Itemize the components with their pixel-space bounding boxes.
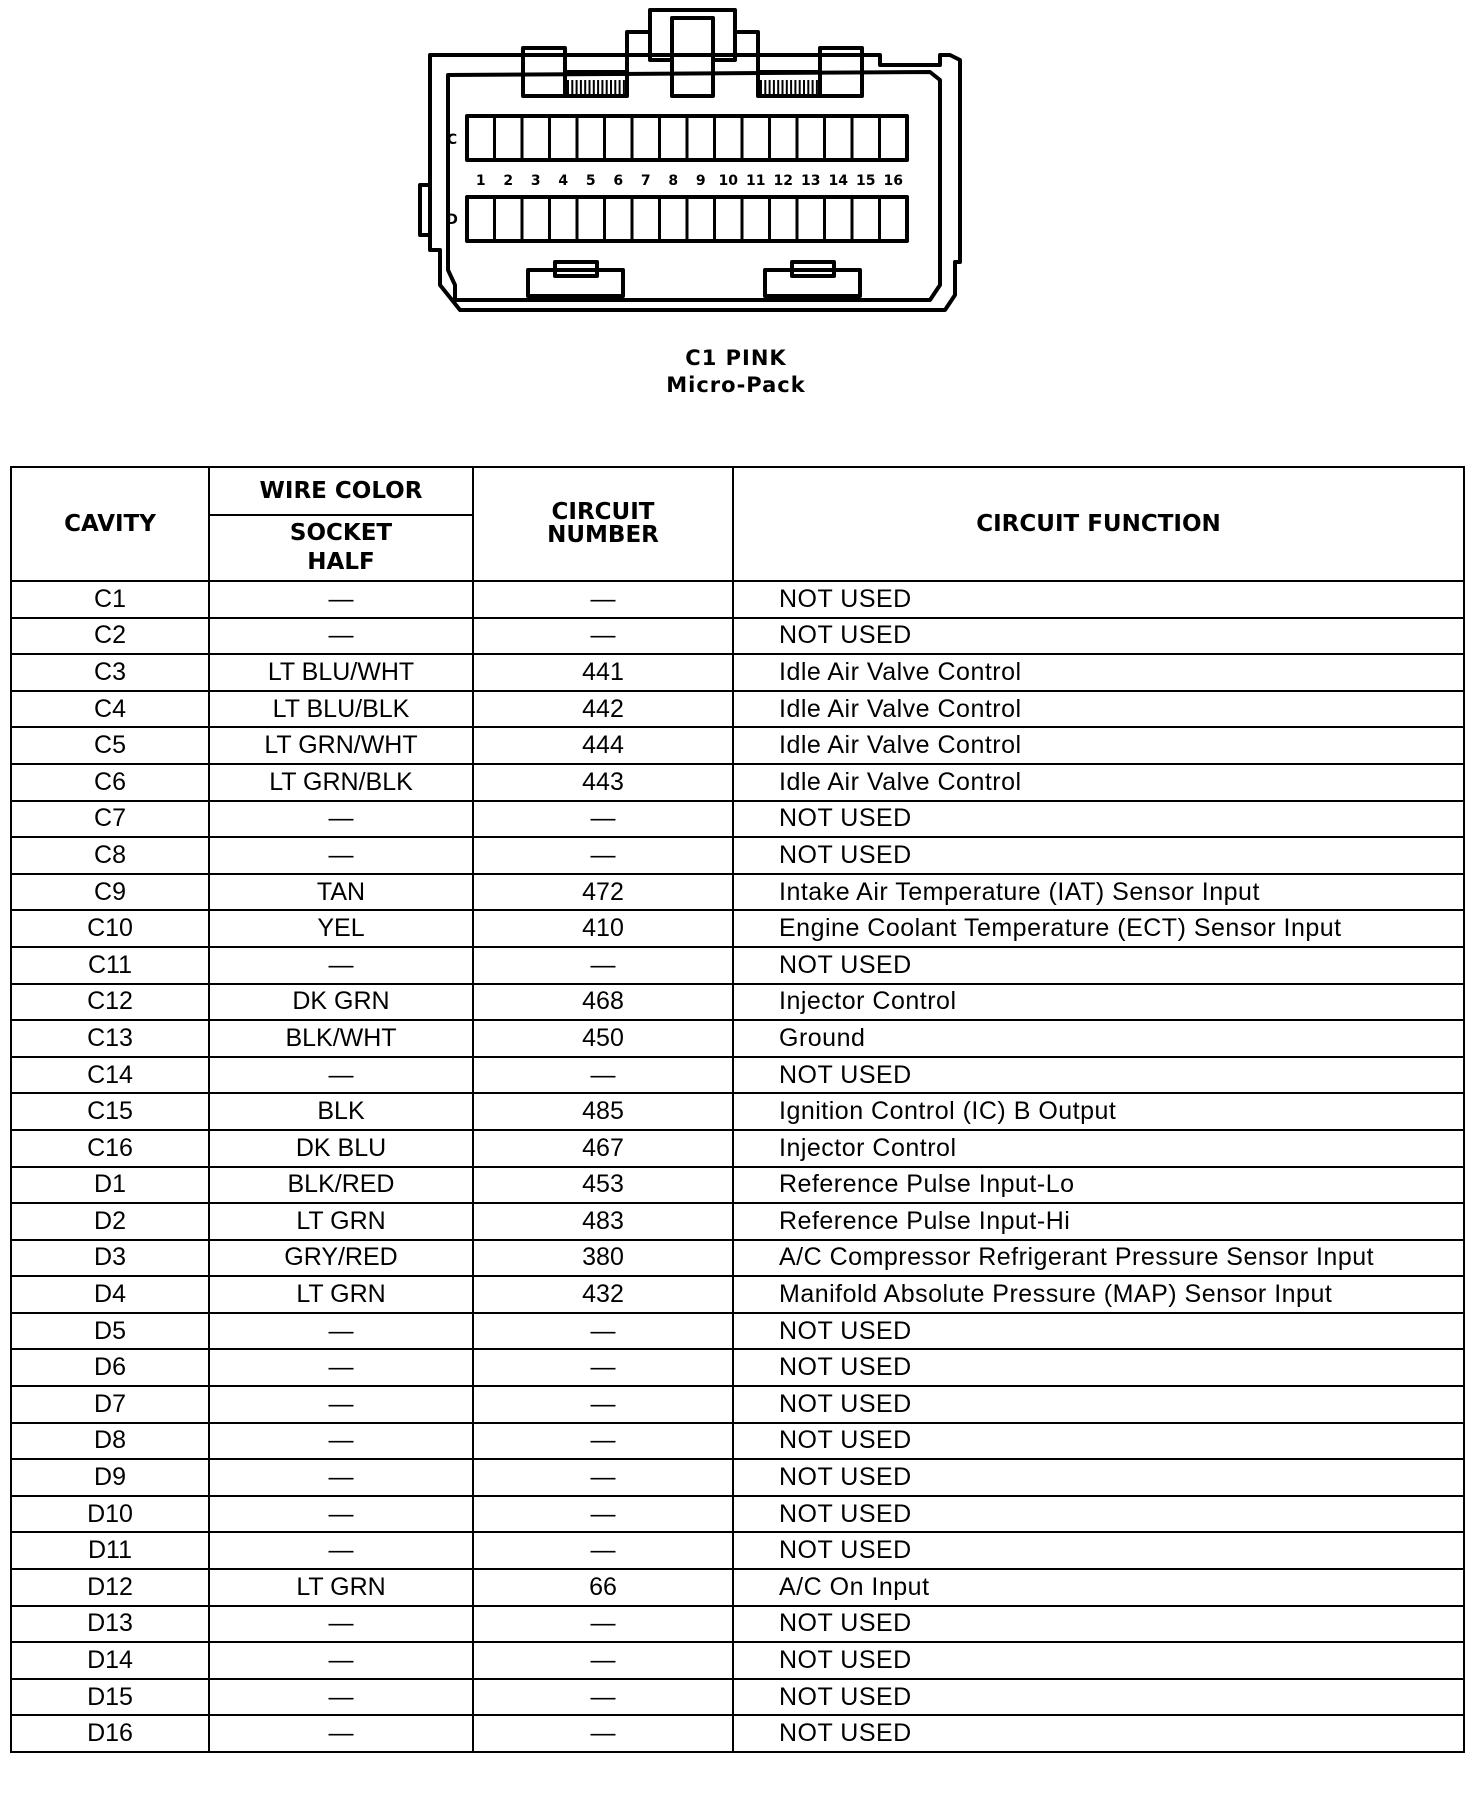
wire-color-cell: — xyxy=(209,1679,473,1716)
circuit-function-cell: Idle Air Valve Control xyxy=(733,654,1464,691)
circuit-function-cell: NOT USED xyxy=(733,1459,1464,1496)
wire-color-cell: LT GRN xyxy=(209,1276,473,1313)
circuit-function-cell: NOT USED xyxy=(733,1532,1464,1569)
table-row xyxy=(11,1020,1464,1057)
table-row xyxy=(11,654,1464,691)
wire-color-cell: — xyxy=(209,1423,473,1460)
circuit-number-cell: 410 xyxy=(473,910,733,947)
circuit-number-cell: — xyxy=(473,1349,733,1386)
wire-color-cell: — xyxy=(209,1532,473,1569)
circuit-number-cell: — xyxy=(473,1532,733,1569)
cavity-cell: C13 xyxy=(11,1020,209,1057)
table-row xyxy=(11,1386,1464,1423)
pin-number-label: 11 xyxy=(746,173,766,189)
cavity-cell: D8 xyxy=(11,1423,209,1460)
cavity-cell: C6 xyxy=(11,764,209,801)
header-cavity: CAVITY xyxy=(11,467,209,581)
cavity-cell: D6 xyxy=(11,1349,209,1386)
circuit-function-cell: Engine Coolant Temperature (ECT) Sensor Input xyxy=(733,910,1464,947)
cavity-cell: C11 xyxy=(11,947,209,984)
bottom-latch-left xyxy=(528,270,623,296)
table-row xyxy=(11,1423,1464,1460)
wire-color-cell: GRY/RED xyxy=(209,1240,473,1277)
cavity-cell: C16 xyxy=(11,1130,209,1167)
cavity-cell: D1 xyxy=(11,1167,209,1204)
table-row xyxy=(11,618,1464,655)
wire-color-cell: BLK/RED xyxy=(209,1167,473,1204)
wire-color-cell: DK GRN xyxy=(209,984,473,1021)
table-row xyxy=(11,1130,1464,1167)
wire-color-cell: — xyxy=(209,837,473,874)
cavity-cell: D2 xyxy=(11,1203,209,1240)
circuit-number-cell: — xyxy=(473,1496,733,1533)
table-row xyxy=(11,1240,1464,1277)
cavity-cell: D5 xyxy=(11,1313,209,1350)
circuit-function-cell: Injector Control xyxy=(733,984,1464,1021)
wire-color-cell: LT BLU/BLK xyxy=(209,691,473,728)
circuit-number-cell: — xyxy=(473,1715,733,1752)
wire-color-cell: — xyxy=(209,1642,473,1679)
pin-number-label: 1 xyxy=(475,173,486,189)
table-row xyxy=(11,727,1464,764)
cavity-cell: C8 xyxy=(11,837,209,874)
circuit-function-cell: NOT USED xyxy=(733,618,1464,655)
cavity-cell: D13 xyxy=(11,1606,209,1643)
wire-color-cell: — xyxy=(209,947,473,984)
circuit-number-cell: 443 xyxy=(473,764,733,801)
circuit-number-cell: 442 xyxy=(473,691,733,728)
row-label-d: D xyxy=(446,212,458,228)
top-latch-right-inner xyxy=(758,72,820,96)
circuit-number-cell: — xyxy=(473,837,733,874)
row-label-c: C xyxy=(446,132,458,148)
cavity-cell: C9 xyxy=(11,874,209,911)
cavity-cell: C1 xyxy=(11,581,209,618)
cavity-cell: C12 xyxy=(11,984,209,1021)
cavity-cell: D10 xyxy=(11,1496,209,1533)
header-circuit-number: CIRCUIT NUMBER xyxy=(473,467,733,581)
wire-color-cell: — xyxy=(209,1606,473,1643)
circuit-function-cell: A/C Compressor Refrigerant Pressure Sensor Input xyxy=(733,1240,1464,1277)
wire-color-cell: BLK xyxy=(209,1093,473,1130)
pin-number-label: 7 xyxy=(640,173,651,189)
pin-number-label: 15 xyxy=(856,173,876,189)
circuit-function-cell: NOT USED xyxy=(733,1349,1464,1386)
wire-color-cell: — xyxy=(209,1496,473,1533)
circuit-number-cell: — xyxy=(473,947,733,984)
cavity-cell: D15 xyxy=(11,1679,209,1716)
circuit-function-cell: NOT USED xyxy=(733,1313,1464,1350)
circuit-function-cell: Intake Air Temperature (IAT) Sensor Input xyxy=(733,874,1464,911)
wire-color-cell: — xyxy=(209,801,473,838)
circuit-number-cell: — xyxy=(473,1057,733,1094)
circuit-function-cell: Reference Pulse Input-Lo xyxy=(733,1167,1464,1204)
circuit-number-cell: — xyxy=(473,801,733,838)
pin-number-label: 8 xyxy=(668,173,679,189)
circuit-number-cell: 467 xyxy=(473,1130,733,1167)
circuit-function-cell: NOT USED xyxy=(733,1715,1464,1752)
wire-color-cell: LT GRN/WHT xyxy=(209,727,473,764)
circuit-number-cell: — xyxy=(473,1606,733,1643)
circuit-function-cell: Reference Pulse Input-Hi xyxy=(733,1203,1464,1240)
table-row xyxy=(11,837,1464,874)
cavity-cell: D9 xyxy=(11,1459,209,1496)
circuit-number-cell: 444 xyxy=(473,727,733,764)
table-row xyxy=(11,1679,1464,1716)
wire-color-cell: — xyxy=(209,1386,473,1423)
circuit-function-cell: NOT USED xyxy=(733,947,1464,984)
table-row xyxy=(11,1459,1464,1496)
circuit-function-cell: Ground xyxy=(733,1020,1464,1057)
circuit-function-cell: Injector Control xyxy=(733,1130,1464,1167)
pin-number-label: 16 xyxy=(883,173,903,189)
pin-number-label: 6 xyxy=(613,173,624,189)
table-row xyxy=(11,1313,1464,1350)
circuit-function-cell: NOT USED xyxy=(733,1057,1464,1094)
cavity-cell: D7 xyxy=(11,1386,209,1423)
pinout-table xyxy=(10,466,1465,1753)
table-row xyxy=(11,874,1464,911)
circuit-number-cell: — xyxy=(473,1679,733,1716)
table-row xyxy=(11,1057,1464,1094)
wire-color-cell: TAN xyxy=(209,874,473,911)
circuit-number-cell: 485 xyxy=(473,1093,733,1130)
wire-color-cell: DK BLU xyxy=(209,1130,473,1167)
header-socket-half: SOCKET HALF xyxy=(209,515,473,581)
table-row xyxy=(11,1532,1464,1569)
header-wire-color: WIRE COLOR xyxy=(209,467,473,515)
circuit-number-cell: 380 xyxy=(473,1240,733,1277)
wire-color-cell: LT GRN xyxy=(209,1569,473,1606)
table-row xyxy=(11,947,1464,984)
cavity-cell: D11 xyxy=(11,1532,209,1569)
circuit-number-cell: — xyxy=(473,1459,733,1496)
pin-number-label: 13 xyxy=(801,173,821,189)
circuit-number-cell: 453 xyxy=(473,1167,733,1204)
cavity-cell: D14 xyxy=(11,1642,209,1679)
table-row xyxy=(11,1276,1464,1313)
wire-color-cell: — xyxy=(209,1313,473,1350)
table-row xyxy=(11,1569,1464,1606)
cavity-cell: D3 xyxy=(11,1240,209,1277)
circuit-function-cell: NOT USED xyxy=(733,837,1464,874)
circuit-function-cell: Idle Air Valve Control xyxy=(733,727,1464,764)
bottom-latch-right xyxy=(765,270,860,296)
wire-color-cell: — xyxy=(209,581,473,618)
table-row xyxy=(11,764,1464,801)
table-row xyxy=(11,1349,1464,1386)
circuit-number-cell: — xyxy=(473,1386,733,1423)
pin-number-label: 9 xyxy=(695,173,706,189)
circuit-number-cell: 468 xyxy=(473,984,733,1021)
circuit-number-cell: — xyxy=(473,1313,733,1350)
cavity-cell: C15 xyxy=(11,1093,209,1130)
cavity-cell: C7 xyxy=(11,801,209,838)
circuit-function-cell: NOT USED xyxy=(733,581,1464,618)
table-row xyxy=(11,1496,1464,1533)
connector-drawing xyxy=(0,0,1472,340)
cavity-cell: C14 xyxy=(11,1057,209,1094)
circuit-number-cell: — xyxy=(473,1642,733,1679)
circuit-function-cell: A/C On Input xyxy=(733,1569,1464,1606)
table-row xyxy=(11,581,1464,618)
wire-color-cell: LT BLU/WHT xyxy=(209,654,473,691)
wire-color-cell: — xyxy=(209,1057,473,1094)
circuit-number-cell: 441 xyxy=(473,654,733,691)
circuit-function-cell: NOT USED xyxy=(733,1679,1464,1716)
table-row xyxy=(11,1642,1464,1679)
wire-color-cell: YEL xyxy=(209,910,473,947)
pin-number-label: 12 xyxy=(773,173,793,189)
connector-name: C1 PINK xyxy=(685,346,787,370)
table-row xyxy=(11,1715,1464,1752)
cavity-cell: C3 xyxy=(11,654,209,691)
circuit-function-cell: Manifold Absolute Pressure (MAP) Sensor Input xyxy=(733,1276,1464,1313)
pin-number-label: 14 xyxy=(828,173,848,189)
wire-color-cell: BLK/WHT xyxy=(209,1020,473,1057)
circuit-function-cell: NOT USED xyxy=(733,1386,1464,1423)
circuit-number-cell: — xyxy=(473,581,733,618)
cavity-cell: D16 xyxy=(11,1715,209,1752)
table-row xyxy=(11,691,1464,728)
circuit-number-cell: — xyxy=(473,1423,733,1460)
circuit-function-cell: Ignition Control (IC) B Output xyxy=(733,1093,1464,1130)
cavity-cell: C5 xyxy=(11,727,209,764)
wire-color-cell: LT GRN/BLK xyxy=(209,764,473,801)
table-row xyxy=(11,910,1464,947)
wire-color-cell: LT GRN xyxy=(209,1203,473,1240)
cavity-cell: D4 xyxy=(11,1276,209,1313)
header-circuit-function: CIRCUIT FUNCTION xyxy=(733,467,1464,581)
circuit-number-cell: 432 xyxy=(473,1276,733,1313)
circuit-function-cell: NOT USED xyxy=(733,1642,1464,1679)
cavity-cell: D12 xyxy=(11,1569,209,1606)
cavity-cell: C2 xyxy=(11,618,209,655)
pin-number-label: 10 xyxy=(718,173,738,189)
cavity-cell: C10 xyxy=(11,910,209,947)
circuit-number-cell: 450 xyxy=(473,1020,733,1057)
pin-number-label: 5 xyxy=(585,173,596,189)
table-row xyxy=(11,1606,1464,1643)
cavity-cell: C4 xyxy=(11,691,209,728)
table-row xyxy=(11,1203,1464,1240)
table-row xyxy=(11,801,1464,838)
wire-color-cell: — xyxy=(209,618,473,655)
circuit-number-cell: 483 xyxy=(473,1203,733,1240)
circuit-function-cell: NOT USED xyxy=(733,1496,1464,1533)
wire-color-cell: — xyxy=(209,1349,473,1386)
circuit-number-cell: 472 xyxy=(473,874,733,911)
circuit-function-cell: Idle Air Valve Control xyxy=(733,691,1464,728)
pin-number-label: 4 xyxy=(558,173,569,189)
circuit-function-cell: Idle Air Valve Control xyxy=(733,764,1464,801)
connector-type: Micro-Pack xyxy=(666,373,806,397)
table-row xyxy=(11,984,1464,1021)
wire-color-cell: — xyxy=(209,1715,473,1752)
wire-color-cell: — xyxy=(209,1459,473,1496)
circuit-number-cell: — xyxy=(473,618,733,655)
circuit-number-cell: 66 xyxy=(473,1569,733,1606)
circuit-function-cell: NOT USED xyxy=(733,1606,1464,1643)
circuit-function-cell: NOT USED xyxy=(733,1423,1464,1460)
circuit-function-cell: NOT USED xyxy=(733,801,1464,838)
table-row xyxy=(11,1093,1464,1130)
table-row xyxy=(11,1167,1464,1204)
pin-number-label: 3 xyxy=(530,173,541,189)
pin-number-label: 2 xyxy=(503,173,514,189)
